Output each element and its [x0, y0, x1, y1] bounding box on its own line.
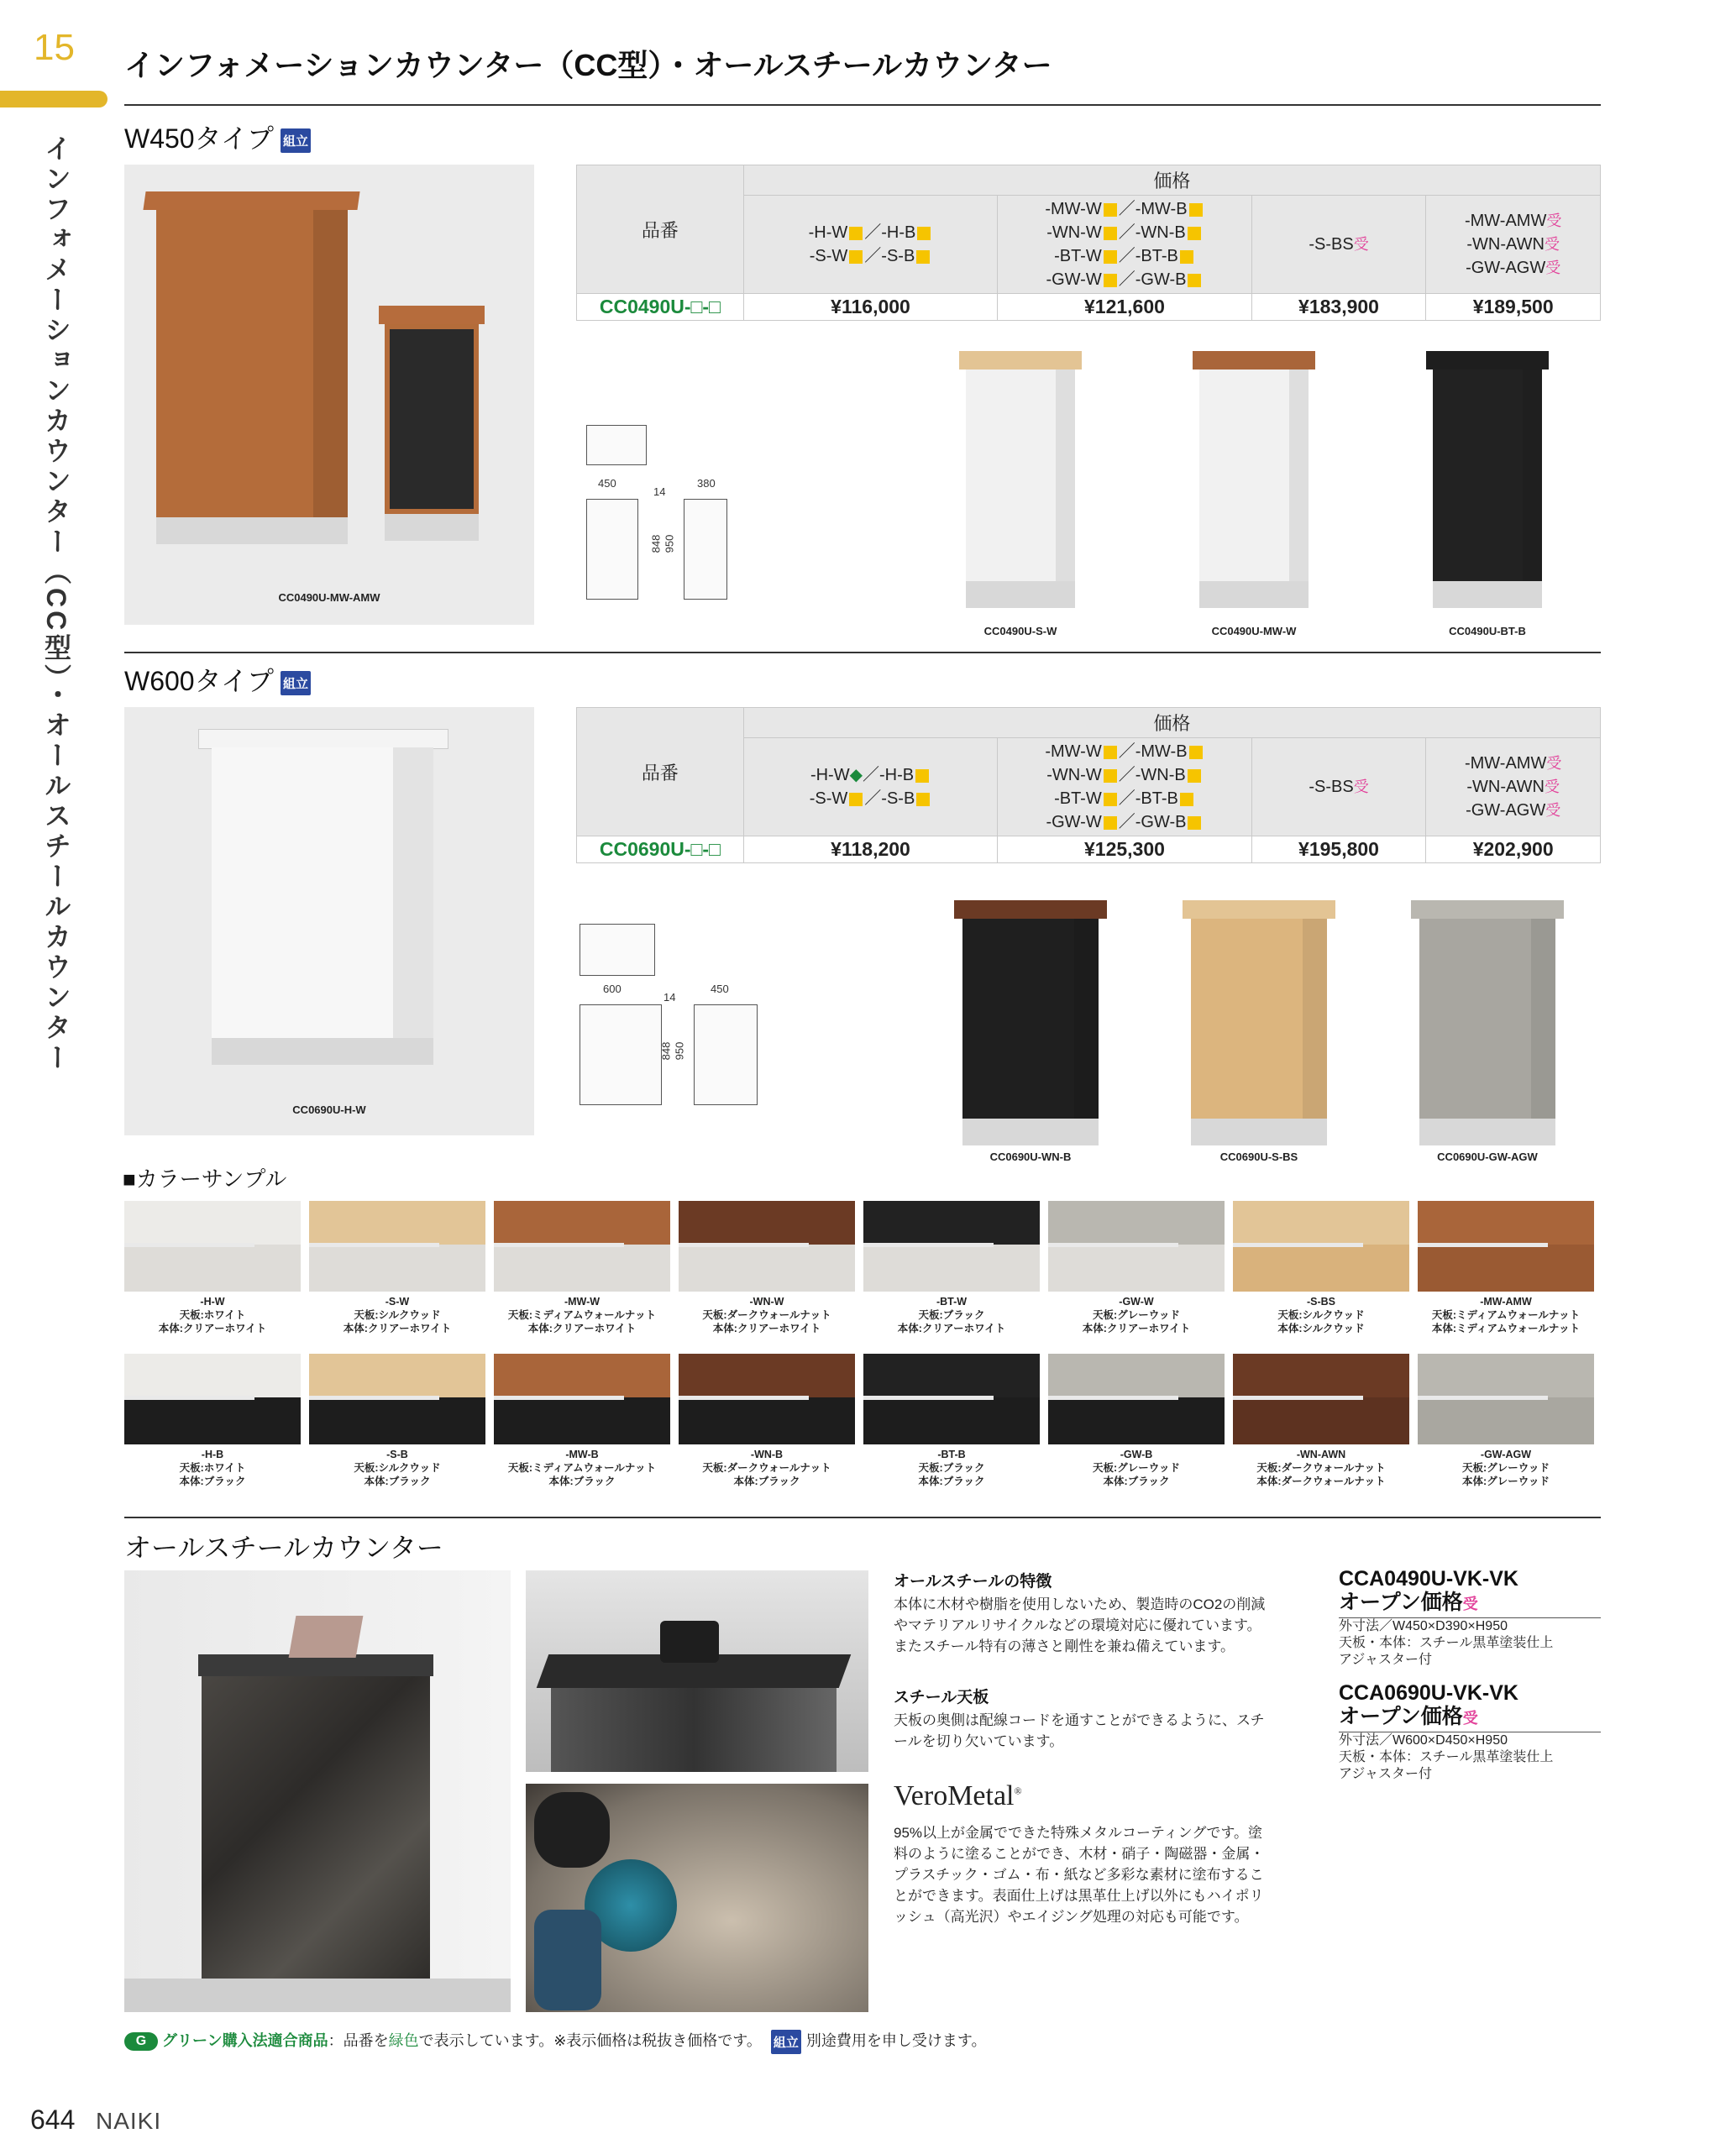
- price-col-2: -MW-W ／-MW-B -WN-W ／-WN-B -BT-W ／-BT-B -GW-W ／-GW-B: [998, 196, 1251, 294]
- section-rule: [124, 652, 1601, 653]
- color-swatch-image: [863, 1354, 1040, 1444]
- color-swatch-image: [124, 1201, 301, 1292]
- w450-main-photo: [124, 165, 534, 625]
- color-swatch-image: [494, 1354, 670, 1444]
- color-swatch-label: -MW-AMW 天板:ミディアムウォールナット 本体:ミディアムウォールナット: [1431, 1296, 1581, 1334]
- model-number: CC0690U-□-□: [577, 836, 744, 863]
- color-swatch: [494, 1354, 670, 1488]
- counter-small-image: [385, 306, 479, 541]
- color-swatch: [1233, 1354, 1409, 1488]
- variant-image: [1199, 351, 1309, 608]
- color-swatch: [124, 1354, 301, 1488]
- color-swatch-label: -GW-B 天板:グレーウッド 本体:ブラック: [1093, 1449, 1180, 1487]
- color-swatch-label: -BT-W 天板:ブラック 本体:クリアーホワイト: [897, 1296, 1006, 1334]
- color-swatch-image: [679, 1354, 855, 1444]
- color-swatch: [494, 1201, 670, 1335]
- w600-photo-caption: CC0690U-H-W: [292, 1103, 366, 1116]
- color-swatch: [1048, 1354, 1225, 1488]
- product-price: オープン価格受: [1339, 1705, 1601, 1732]
- color-swatch-image: [863, 1201, 1040, 1292]
- product-option: アジャスター付: [1339, 1767, 1433, 1781]
- price-col-3: -S-BS受: [1251, 738, 1426, 836]
- color-sample-title: ■カラーサンプル: [123, 1166, 287, 1192]
- w600-section-title: W600タイプ 組立: [124, 660, 311, 699]
- counter-tall-image: [156, 191, 348, 544]
- color-swatch: [309, 1201, 485, 1335]
- color-swatch-label: -GW-AGW 天板:グレーウッド 本体:グレーウッド: [1462, 1449, 1550, 1487]
- color-swatch-image: [124, 1354, 301, 1444]
- variant-image: [1433, 351, 1542, 608]
- variant-image: [1419, 900, 1555, 1145]
- color-swatch-label: -H-W 天板:ホワイト 本体:クリアーホワイト: [158, 1296, 267, 1334]
- product-model: CCA0690U-VK-VK: [1339, 1681, 1518, 1705]
- price-header: 価格: [743, 165, 1600, 196]
- veromet-text: 95%以上が金属でできた特殊メタルコーティングです。塗料のように塗ることができ、木材・硝子・陶磁器・金属・プラスチック・ゴム・布・紙など多彩な素材に塗布することができます。表面仕上げは黒革仕上げ以外にもハイポリッシュ（高光沢）やエイジング処理の対応も可能です。: [894, 1825, 1265, 1925]
- color-swatch-label: -MW-B 天板:ミディアムウォールナット 本体:ブラック: [507, 1449, 657, 1487]
- price-col-4: -MW-AMW受 -WN-AWN受 -GW-AGW受: [1426, 196, 1601, 294]
- steel-product-2: [1339, 1681, 1601, 1783]
- w450-price-table: [576, 165, 1601, 321]
- model-header: 品番: [577, 708, 744, 836]
- variant-image: [962, 900, 1099, 1145]
- price-col-2: -MW-W ／-MW-B -WN-W ／-WN-B -BT-W ／-BT-B -GW-W ／-GW-B: [998, 738, 1251, 836]
- veromet-process-photo: [526, 1784, 868, 2012]
- color-swatch-label: -H-B 天板:ホワイト 本体:ブラック: [179, 1449, 246, 1487]
- color-swatch-label: -GW-W 天板:グレーウッド 本体:クリアーホワイト: [1082, 1296, 1191, 1334]
- chapter-number: 15: [34, 27, 75, 68]
- product-finish: 天板・本体：スチール黒革塗装仕上: [1339, 1750, 1554, 1764]
- color-swatch: [679, 1201, 855, 1335]
- model-number: CC0490U-□-□: [577, 294, 744, 321]
- assembly-badge: 組立: [281, 128, 311, 153]
- w600-dimension-drawing: 600 450 14 848 950: [580, 920, 764, 1114]
- green-mark-icon: G: [124, 2032, 158, 2051]
- assembly-badge: 組立: [771, 2030, 801, 2054]
- price-value: ¥118,200: [743, 836, 997, 863]
- variant-caption: CC0690U-S-BS: [1219, 1151, 1298, 1163]
- brand-name: NAIKI: [96, 2108, 162, 2134]
- w450-section-title: W450タイプ 組立: [124, 118, 311, 156]
- price-col-4: -MW-AMW受 -WN-AWN受 -GW-AGW受: [1426, 738, 1601, 836]
- color-swatch-label: -WN-B 天板:ダークウォールナット 本体:ブラック: [702, 1449, 831, 1487]
- product-option: アジャスター付: [1339, 1653, 1433, 1667]
- w450-photo-caption: CC0490U-MW-AMW: [278, 591, 380, 604]
- w450-dimension-drawing: 450 380 14 848 950: [580, 420, 747, 613]
- chapter-tab: [0, 91, 108, 107]
- page-number: 644: [30, 2104, 76, 2135]
- price-header: 価格: [743, 708, 1600, 738]
- color-swatch-image: [309, 1354, 485, 1444]
- price-value: ¥125,300: [998, 836, 1251, 863]
- color-swatch-label: -WN-AWN 天板:ダークウォールナット 本体:ダークウォールナット: [1256, 1449, 1386, 1487]
- color-swatch: [124, 1201, 301, 1335]
- product-size: 外寸法／W450×D390×H950: [1339, 1619, 1508, 1633]
- variant-caption: CC0690U-WN-B: [989, 1151, 1072, 1163]
- feature-text: 天板の奥側は配線コードを通すことができるように、スチールを切り欠いています。: [894, 1712, 1265, 1749]
- feature-title: スチール天板: [894, 1689, 989, 1706]
- color-swatch-image: [1418, 1354, 1594, 1444]
- price-value: ¥189,500: [1426, 294, 1601, 321]
- side-title: インフォメーションカウンター（CC型）・オールスチールカウンター: [41, 134, 71, 1074]
- variant-image: [1191, 900, 1327, 1145]
- price-col-1: -H-W ／-H-B -S-W ／-S-B: [743, 196, 997, 294]
- w600-main-photo: [124, 707, 534, 1135]
- color-swatch: [1418, 1354, 1594, 1488]
- product-size: 外寸法／W600×D450×H950: [1339, 1733, 1508, 1748]
- color-swatch-image: [1233, 1201, 1409, 1292]
- color-swatch-label: -WN-W 天板:ダークウォールナット 本体:クリアーホワイト: [702, 1296, 831, 1334]
- product-model: CCA0490U-VK-VK: [1339, 1567, 1518, 1591]
- product-price: オープン価格受: [1339, 1591, 1601, 1618]
- price-value: ¥202,900: [1426, 836, 1601, 863]
- steel-section-title: オールスチールカウンター: [124, 1533, 443, 1563]
- color-swatch: [863, 1354, 1040, 1488]
- color-swatch: [863, 1201, 1040, 1335]
- variant-caption: CC0490U-MW-W: [1211, 625, 1297, 637]
- steel-counter-photo: [124, 1570, 511, 2012]
- green-label: グリーン購入法適合商品: [162, 2032, 328, 2049]
- price-col-3: -S-BS受: [1251, 196, 1426, 294]
- steel-product-1: [1339, 1567, 1601, 1669]
- price-col-1: -H-W◆／-H-B -S-W ／-S-B: [743, 738, 997, 836]
- color-swatch-image: [309, 1201, 485, 1292]
- color-swatch: [679, 1354, 855, 1488]
- price-value: ¥116,000: [743, 294, 997, 321]
- color-swatch-image: [1048, 1354, 1225, 1444]
- price-value: ¥183,900: [1251, 294, 1426, 321]
- page-title: インフォメーションカウンター（CC型）・オールスチールカウンター: [124, 48, 1052, 82]
- footer-note: G グリーン購入法適合商品：品番を緑色で表示しています。※表示価格は税抜き価格です。 組立 別途費用を申し受けます。: [124, 2029, 986, 2054]
- variant-image: [966, 351, 1075, 608]
- color-swatch-image: [1233, 1354, 1409, 1444]
- steel-top-photo: [526, 1570, 868, 1772]
- color-swatch: [1233, 1201, 1409, 1335]
- color-swatch-image: [1418, 1201, 1594, 1292]
- color-swatch: [1418, 1201, 1594, 1335]
- variant-caption: CC0490U-S-W: [983, 625, 1057, 637]
- price-value: ¥121,600: [998, 294, 1251, 321]
- color-swatch-label: -S-W 天板:シルクウッド 本体:クリアーホワイト: [343, 1296, 452, 1334]
- color-swatch-label: -S-BS 天板:シルクウッド 本体:シルクウッド: [1277, 1296, 1365, 1334]
- feature-text: 本体に木材や樹脂を使用しないため、製造時のCO2の削減やマテリアルリサイクルなどの環境対応に優れています。またスチール特有の薄さと剛性を兼ね備えています。: [894, 1596, 1266, 1654]
- variant-caption: CC0690U-GW-AGW: [1437, 1151, 1538, 1163]
- model-header: 品番: [577, 165, 744, 294]
- color-swatch-label: -S-B 天板:シルクウッド 本体:ブラック: [354, 1449, 441, 1487]
- color-swatch-label: -MW-W 天板:ミディアムウォールナット 本体:クリアーホワイト: [507, 1296, 657, 1334]
- section-rule: [124, 1517, 1601, 1518]
- counter-white-image: [212, 729, 433, 1065]
- variant-caption: CC0490U-BT-B: [1449, 625, 1526, 637]
- assembly-badge: 組立: [281, 671, 311, 695]
- title-rule: [124, 104, 1601, 106]
- veromet-logo: VeroMetal®: [894, 1780, 1022, 1811]
- color-swatch-label: -BT-B 天板:ブラック 本体:ブラック: [918, 1449, 985, 1487]
- product-finish: 天板・本体：スチール黒革塗装仕上: [1339, 1636, 1554, 1650]
- color-swatch-image: [494, 1201, 670, 1292]
- color-swatch: [309, 1354, 485, 1488]
- color-swatch: [1048, 1201, 1225, 1335]
- w600-price-table: [576, 707, 1601, 863]
- color-swatch-image: [679, 1201, 855, 1292]
- color-swatch-image: [1048, 1201, 1225, 1292]
- price-value: ¥195,800: [1251, 836, 1426, 863]
- feature-title: オールスチールの特徴: [894, 1573, 1052, 1591]
